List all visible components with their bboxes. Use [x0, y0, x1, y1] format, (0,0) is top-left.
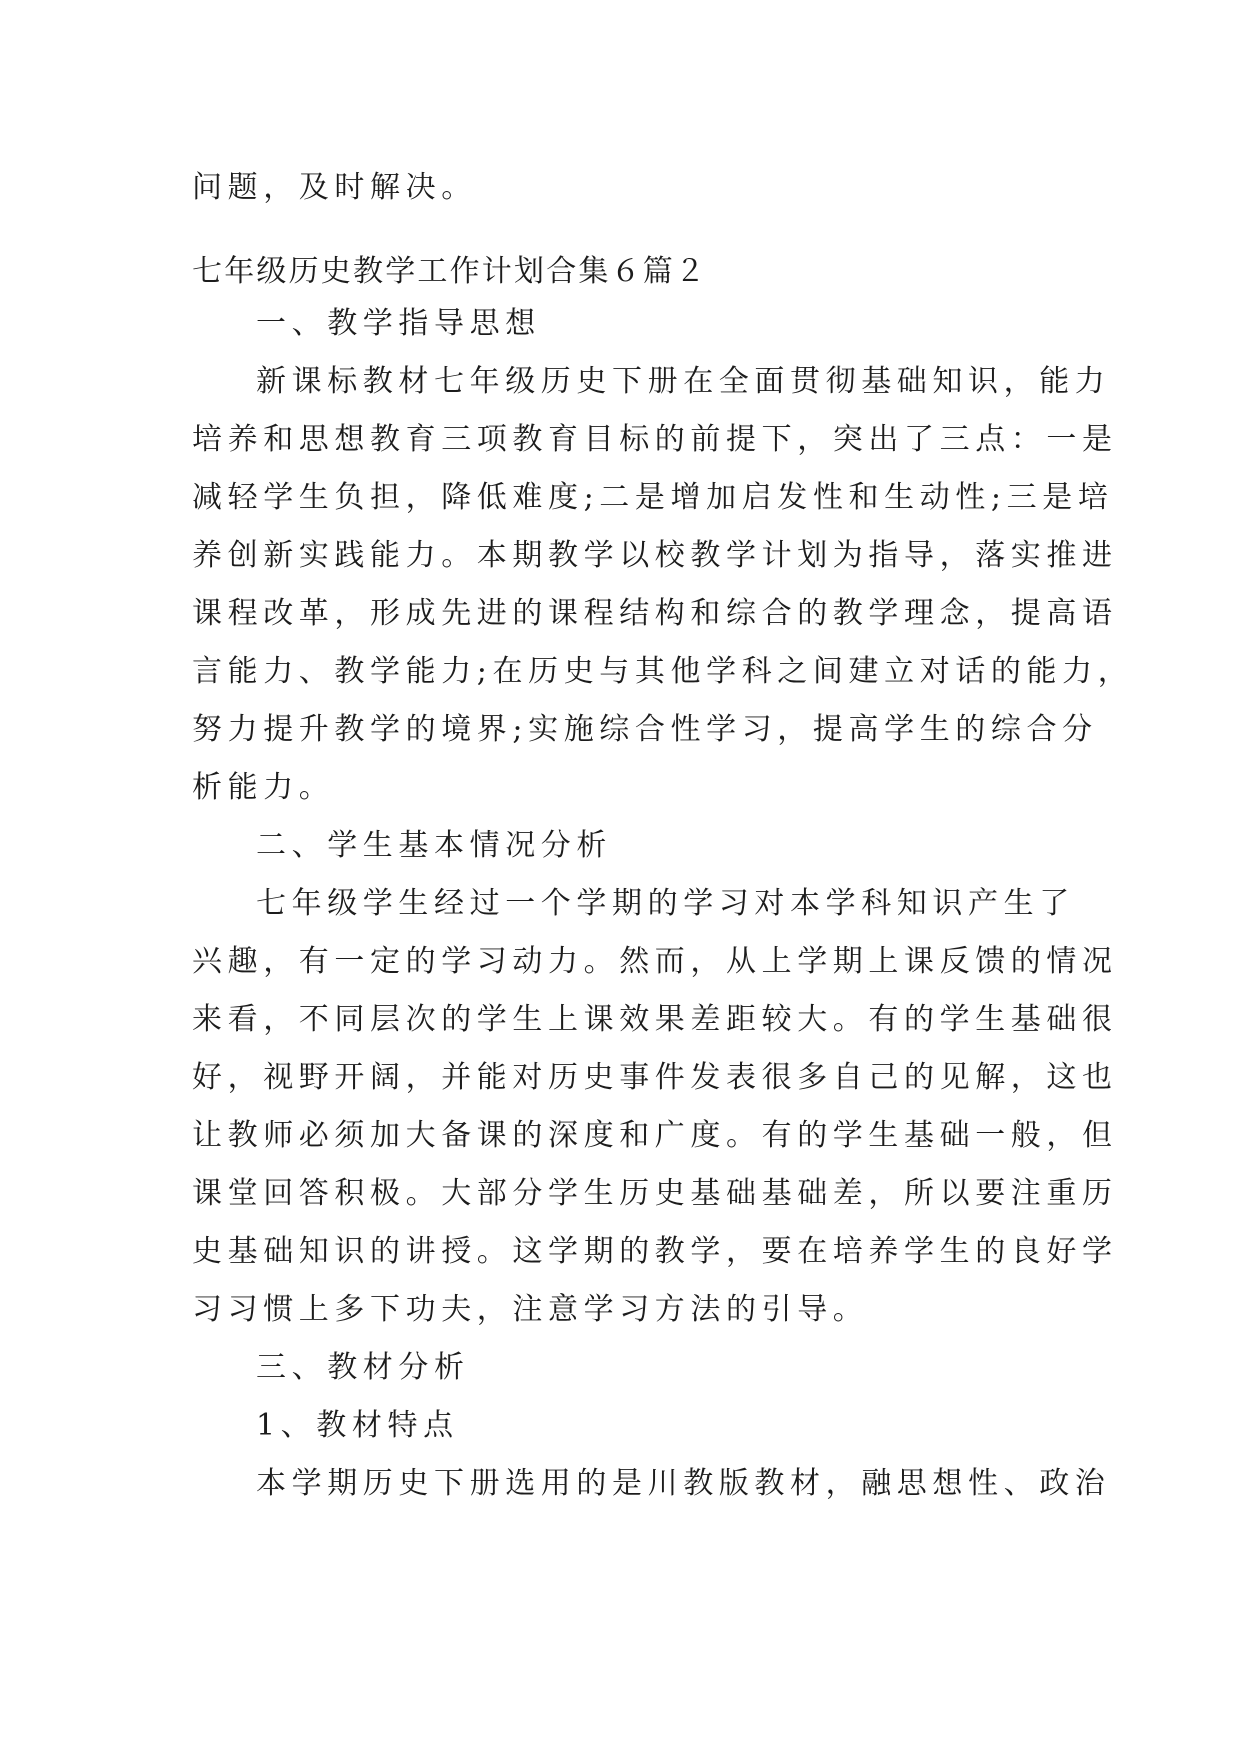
paragraph-line: 问题，及时解决。 [192, 170, 477, 205]
heading-teaching-guidance: 一、教学指导思想 [256, 306, 541, 341]
heading-student-analysis: 二、学生基本情况分析 [256, 828, 612, 863]
paragraph-line: 养创新实践能力。本期教学以校教学计划为指导，落实推进 [192, 538, 1118, 573]
heading-textbook-analysis: 三、教材分析 [256, 1350, 470, 1385]
paragraph-line: 好，视野开阔，并能对历史事件发表很多自己的见解，这也 [192, 1060, 1118, 1095]
paragraph-line: 新课标教材七年级历史下册在全面贯彻基础知识，能力 [256, 364, 1111, 399]
paragraph-line: 减轻学生负担，降低难度;二是增加启发性和生动性;三是培 [192, 480, 1114, 515]
section-title: 七年级历史教学工作计划合集６篇２ [192, 254, 708, 289]
paragraph-line: 本学期历史下册选用的是川教版教材，融思想性、政治 [256, 1466, 1111, 1501]
heading-textbook-features: 1、教材特点 [256, 1408, 459, 1443]
paragraph-line: 七年级学生经过一个学期的学习对本学科知识产生了 [256, 886, 1075, 921]
paragraph-line: 努力提升教学的境界;实施综合性学习，提高学生的综合分 [192, 712, 1098, 747]
paragraph-line: 兴趣，有一定的学习动力。然而，从上学期上课反馈的情况 [192, 944, 1118, 979]
paragraph-line: 来看，不同层次的学生上课效果差距较大。有的学生基础很 [192, 1002, 1118, 1037]
paragraph-line: 言能力、教学能力;在历史与其他学科之间建立对话的能力， [192, 654, 1134, 689]
paragraph-line: 培养和思想教育三项教育目标的前提下，突出了三点：一是 [192, 422, 1118, 457]
paragraph-line: 史基础知识的讲授。这学期的教学，要在培养学生的良好学 [192, 1234, 1118, 1269]
paragraph-line: 析能力。 [192, 770, 335, 805]
paragraph-line: 课堂回答积极。大部分学生历史基础基础差，所以要注重历 [192, 1176, 1118, 1211]
paragraph-line: 课程改革，形成先进的课程结构和综合的教学理念，提高语 [192, 596, 1118, 631]
paragraph-line: 让教师必须加大备课的深度和广度。有的学生基础一般，但 [192, 1118, 1118, 1153]
paragraph-line: 习习惯上多下功夫，注意学习方法的引导。 [192, 1292, 869, 1327]
